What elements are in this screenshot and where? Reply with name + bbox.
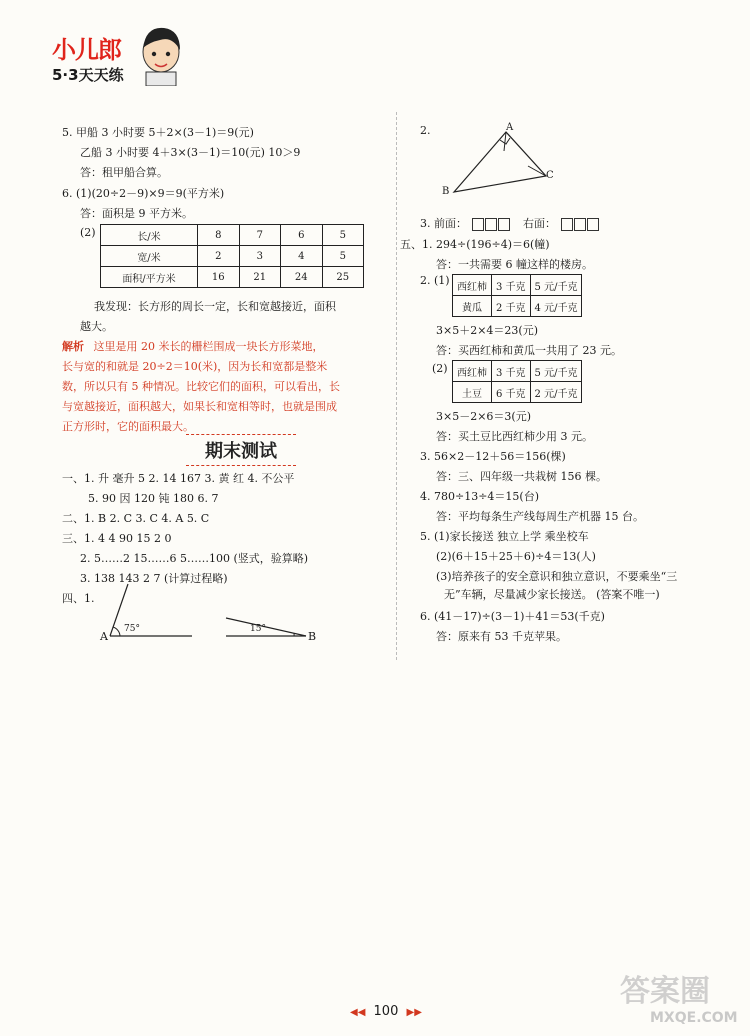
angle1-degree: 75°: [124, 624, 140, 634]
angle1-vertex: A: [100, 630, 108, 643]
s5-2-calc2: 3×5－2×6＝3(元): [436, 410, 532, 423]
table-cell: 24: [281, 267, 323, 288]
page-number-bar: [350, 1004, 422, 1019]
table-cell: 3: [239, 246, 281, 267]
q2-label: 2.: [420, 124, 431, 137]
table-cell: 21: [239, 267, 281, 288]
veg-table-1: [452, 274, 582, 317]
s1-line2: 5. 90 因 120 钝 180 6. 7: [88, 492, 219, 505]
s5-1-answer: 答：一共需要 6 幢这样的楼房。: [436, 258, 593, 271]
q6-2-label: (2): [80, 226, 96, 239]
s5-2-calc1: 3×5＋2×4＝23(元): [436, 324, 539, 337]
section-title: 期末测试: [186, 434, 296, 466]
prev-arrows-icon: ◀◀: [350, 1007, 366, 1018]
table-cell: 面积/平方米: [101, 267, 198, 288]
triangle-figure: [446, 124, 566, 200]
table-cell: 西红柿: [453, 361, 492, 382]
s5-5-line2: (2)(6＋15＋25＋6)÷4＝13(人): [436, 550, 596, 563]
boy-mascot-icon: [138, 22, 184, 86]
table-cell: 长/米: [101, 225, 198, 246]
s5-3-answer: 答：三、四年级一共栽树 156 棵。: [436, 470, 607, 483]
table-cell: 6 千克: [492, 382, 531, 403]
table-cell: 4 元/千克: [530, 296, 582, 317]
s3-line2: 2. 5……2 15……6 5……100 (竖式，验算略): [80, 552, 309, 565]
s5-3-line1: 3. 56×2－12＋56＝156(棵): [420, 450, 566, 463]
watermark-url: MXQE.COM: [650, 1010, 738, 1026]
table-cell: 5 元/千克: [530, 361, 582, 382]
q3-line: [420, 215, 599, 231]
angle-drawings: [96, 578, 336, 650]
q6-answer: 答：面积是 9 平方米。: [80, 207, 193, 220]
table-cell: 6: [281, 225, 323, 246]
table-cell: 3 千克: [492, 361, 531, 382]
table-row: [101, 267, 364, 288]
s2-line: 二、1. B 2. C 3. C 4. A 5. C: [62, 512, 210, 525]
analysis-line3: 数，所以只有 5 种情况。比较它们的面积，可以看出，长: [62, 380, 340, 393]
s1-line1: 一、1. 升 毫升 5 2. 14 167 3. 黄 红 4. 不公平: [62, 472, 295, 485]
table-cell: 5 元/千克: [530, 275, 582, 296]
table-cell: 5: [322, 246, 364, 267]
angle-15-figure: [226, 618, 306, 636]
s5-2-label2: (2): [432, 362, 448, 375]
s3-line3: 3. 138 143 2 7 (计算过程略): [80, 572, 228, 585]
table-cell: 2: [198, 246, 240, 267]
angle2-vertex: B: [308, 630, 317, 643]
s5-5-line4: 无”车辆，尽量减少家长接送。 (答案不唯一): [444, 588, 660, 601]
table-row: [101, 246, 364, 267]
angle-75-figure: [110, 584, 192, 636]
watermark-logo: 答案圈: [620, 974, 710, 1009]
table-cell: 黄瓜: [453, 296, 492, 317]
finding-line2: 越大。: [80, 320, 113, 333]
table-row: [453, 361, 582, 382]
q3-right-label: 右面：: [523, 217, 556, 230]
brand-title: 小儿郎: [52, 36, 121, 64]
s5-2-answer1: 答：买西红柿和黄瓜一共用了 23 元。: [436, 344, 622, 357]
table-cell: 16: [198, 267, 240, 288]
analysis-line1: 这里是用 20 米长的栅栏围成一块长方形菜地，: [93, 340, 324, 353]
brand-logo: [42, 22, 182, 92]
s3-line1: 三、1. 4 4 90 15 2 0: [62, 532, 172, 545]
s5-5-line1: 5. (1)家长接送 独立上学 乘坐校车: [420, 530, 589, 543]
triangle-vertex-c: C: [546, 170, 554, 181]
page-number: 100: [373, 1004, 399, 1019]
q5-line2: 乙船 3 小时要 4＋3×(3－1)＝10(元) 10＞9: [80, 146, 301, 159]
analysis-line5: 正方形时，它的面积最大。: [62, 420, 194, 433]
table-cell: 5: [322, 225, 364, 246]
s5-2-answer2: 答：买土豆比西红柿少用 3 元。: [436, 430, 593, 443]
s4-label: 四、1.: [62, 592, 95, 605]
table-cell: 2 元/千克: [530, 382, 582, 403]
table-row: [453, 296, 582, 317]
table-cell: 7: [239, 225, 281, 246]
table-cell: 西红柿: [453, 275, 492, 296]
q5-answer: 答：租甲船合算。: [80, 166, 168, 179]
analysis-block: [62, 338, 324, 354]
analysis-line2: 长与宽的和就是 20÷2＝10(米)，因为长和宽都是整米: [62, 360, 328, 373]
q5-line1: 5. 甲船 3 小时要 5＋2×(3－1)＝9(元): [62, 126, 254, 139]
finding-line1: 我发现：长方形的周长一定，长和宽越接近，面积: [94, 300, 336, 313]
table-cell: 25: [322, 267, 364, 288]
angle2-degree: 15°: [250, 624, 266, 634]
rect-table: [100, 224, 364, 288]
s5-4-line1: 4. 780÷13÷4＝15(台): [420, 490, 539, 503]
table-cell: 4: [281, 246, 323, 267]
table-cell: 宽/米: [101, 246, 198, 267]
triangle-vertex-a: A: [506, 122, 514, 133]
s5-2-label: 2. (1): [420, 274, 450, 287]
table-cell: 3 千克: [492, 275, 531, 296]
table-row: [101, 225, 364, 246]
veg-table-2: [452, 360, 582, 403]
analysis-label: 解析: [62, 340, 84, 353]
s5-4-answer: 答：平均每条生产线每周生产机器 15 台。: [436, 510, 644, 523]
s5-6-answer: 答：原来有 53 千克苹果。: [436, 630, 567, 643]
brand-series: 5·3天天练: [52, 66, 124, 84]
analysis-line4: 与宽越接近，面积越大，如果长和宽相等时，也就是围成: [62, 400, 337, 413]
triangle-vertex-b: B: [442, 186, 450, 197]
s5-5-line3: (3)培养孩子的安全意识和独立意识，不要乘坐“三: [436, 570, 678, 583]
s5-1-line1: 五、1. 294÷(196÷4)＝6(幢): [400, 238, 550, 251]
table-row: [453, 382, 582, 403]
s5-6-line1: 6. (41－17)÷(3－1)＋41＝53(千克): [420, 610, 605, 623]
column-divider: [396, 112, 397, 660]
table-cell: 土豆: [453, 382, 492, 403]
table-cell: 8: [198, 225, 240, 246]
table-cell: 2 千克: [492, 296, 531, 317]
table-row: [453, 275, 582, 296]
next-arrows-icon: ▶▶: [406, 1007, 422, 1018]
q3-front-label: 3. 前面：: [420, 217, 467, 230]
q6-line1: 6. (1)(20÷2－9)×9＝9(平方米): [62, 187, 225, 200]
